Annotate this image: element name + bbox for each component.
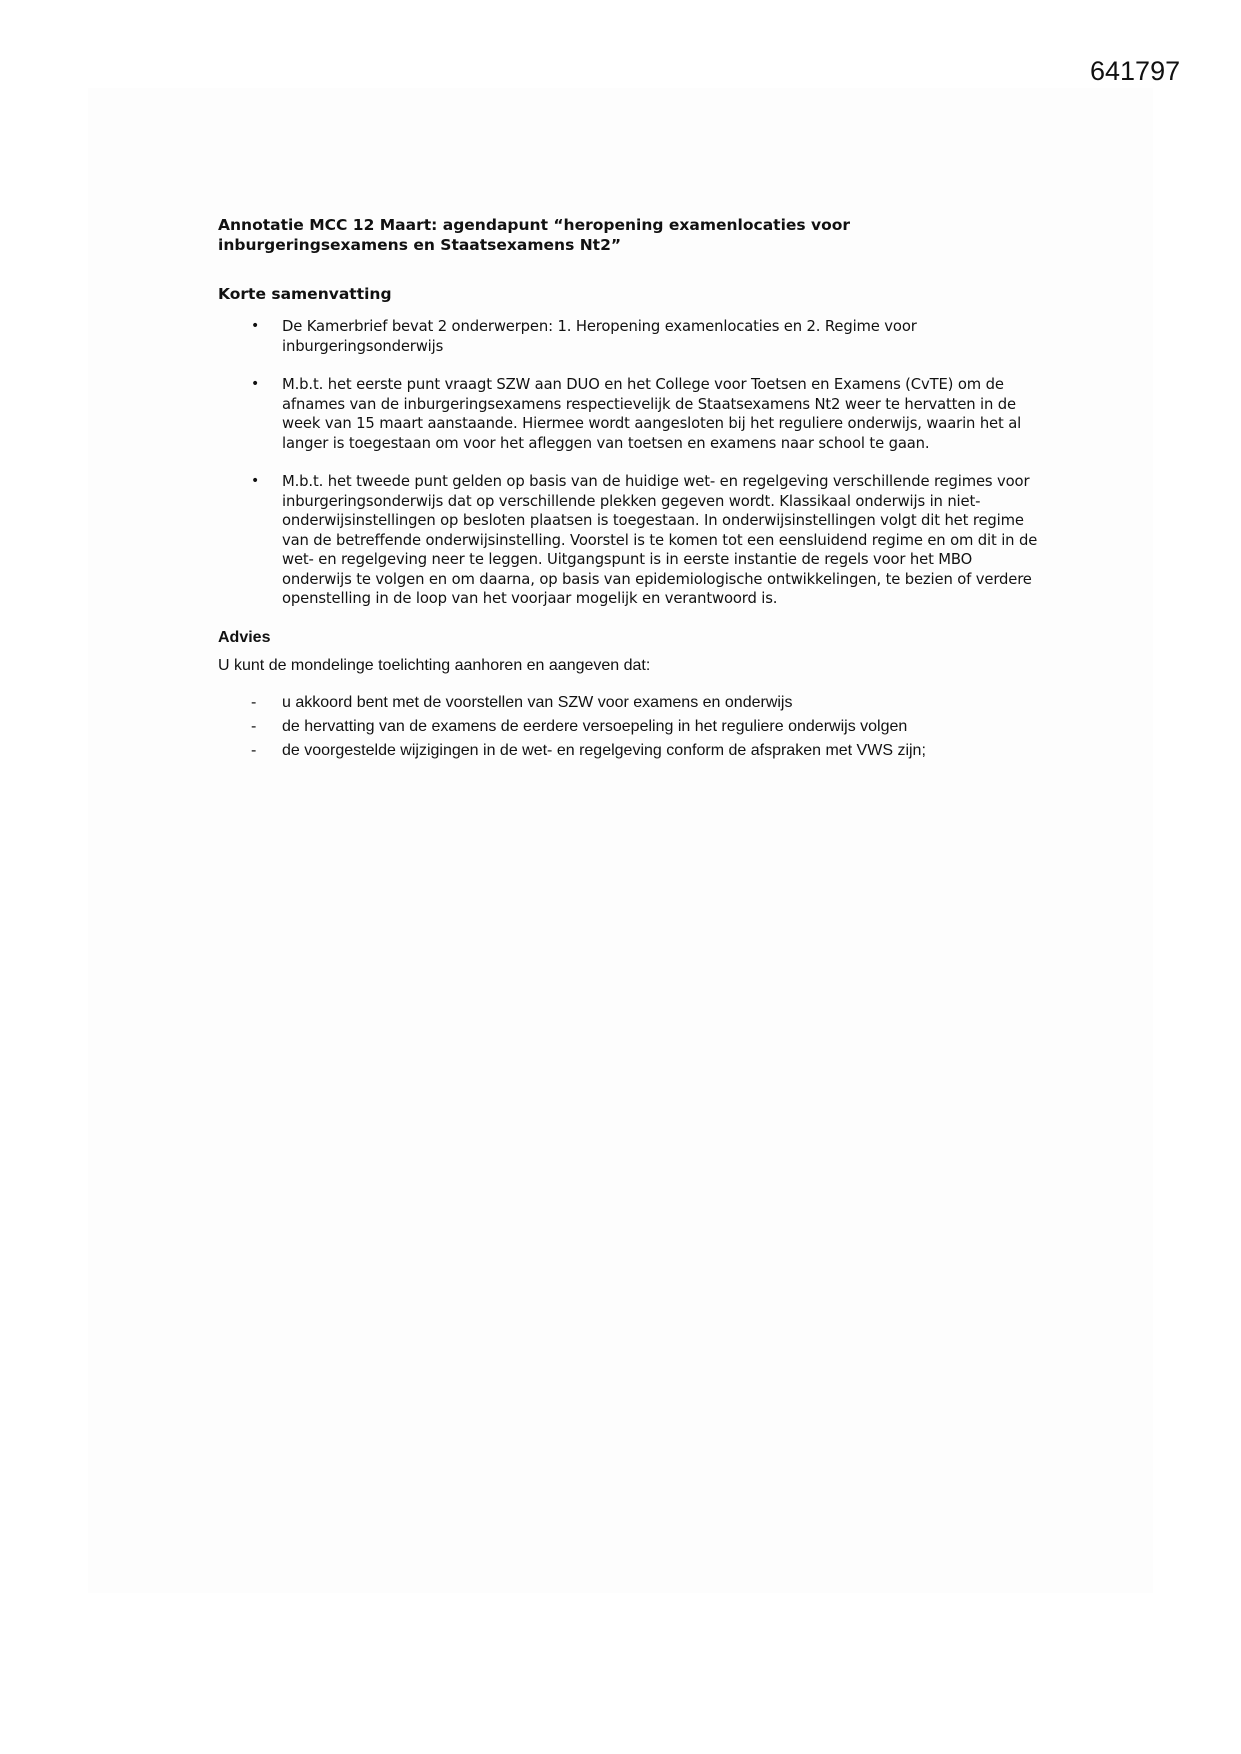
- dash-icon: -: [251, 741, 257, 759]
- bullet-icon: •: [251, 376, 260, 392]
- document-id: 641797: [1090, 56, 1181, 86]
- summary-heading: Korte samenvatting: [218, 285, 392, 303]
- summary-item-text: M.b.t. het tweede punt gelden op basis van de huidige wet- en regelgeving verschillende regimes voor inburgeringsonderwijs dat op verschillende plekken gegeven wordt. Klassikaal onderwijs in niet-onderwijsinstellingen op besloten plaatsen is toegestaan. In onderwijsinstellingen volgt dit het regime van de betreffende onderwijsinstelling. Voorstel is te komen tot een eensluidend regime en om dit in de wet- en regelgeving neer te leggen. Uitgangspunt is in eerste instantie de regels voor het MBO onderwijs te volgen en om daarna, op basis van epidemiologische ontwikkelingen, te bezien of verdere openstelling in de loop van het voorjaar mogelijk en verantwoord is.: [282, 473, 1038, 607]
- document-title: [218, 215, 1038, 255]
- title-line-1: Annotatie MCC 12 Maart: agendapunt “heropening examenlocaties voor: [218, 216, 851, 234]
- summary-list: [218, 317, 1038, 609]
- summary-item-text: M.b.t. het eerste punt vraagt SZW aan DUO en het College voor Toetsen en Examens (CvTE) om de afnames van de inburgeringsexamens respectievelijk de Staatsexamens Nt2 weer te hervatten in de week van 15 maart aanstaande. Hiermee wordt aangesloten bij het reguliere onderwijs, waarin het al langer is toegestaan om voor het afleggen van toetsen en examens naar school te gaan.: [282, 376, 1022, 452]
- summary-item-text: De Kamerbrief bevat 2 onderwerpen: 1. Heropening examenlocaties en 2. Regime voor inburgeringsonderwijs: [282, 318, 917, 355]
- summary-item: [218, 375, 1038, 453]
- advice-item-text: de voorgestelde wijzigingen in de wet- en regelgeving conform de afspraken met VWS zijn;: [282, 741, 926, 759]
- advice-intro: U kunt de mondelinge toelichting aanhoren en aangeven dat:: [218, 656, 651, 674]
- title-line-2: inburgeringsexamens en Staatsexamens Nt2”: [218, 236, 622, 254]
- bullet-icon: •: [251, 318, 260, 334]
- advice-item-text: u akkoord bent met de voorstellen van SZW voor examens en onderwijs: [282, 693, 793, 711]
- document-content: [218, 215, 1038, 763]
- dash-icon: -: [251, 693, 257, 711]
- advice-heading: Advies: [218, 628, 271, 646]
- summary-item: [218, 472, 1038, 609]
- advice-list: [218, 691, 1038, 763]
- advice-item: [218, 739, 1038, 763]
- dash-icon: -: [251, 717, 257, 735]
- advice-item-text: de hervatting van de examens de eerdere versoepeling in het reguliere onderwijs volgen: [282, 717, 908, 735]
- bullet-icon: •: [251, 473, 260, 489]
- advice-item: [218, 715, 1038, 739]
- advice-item: [218, 691, 1038, 715]
- summary-item: [218, 317, 1038, 356]
